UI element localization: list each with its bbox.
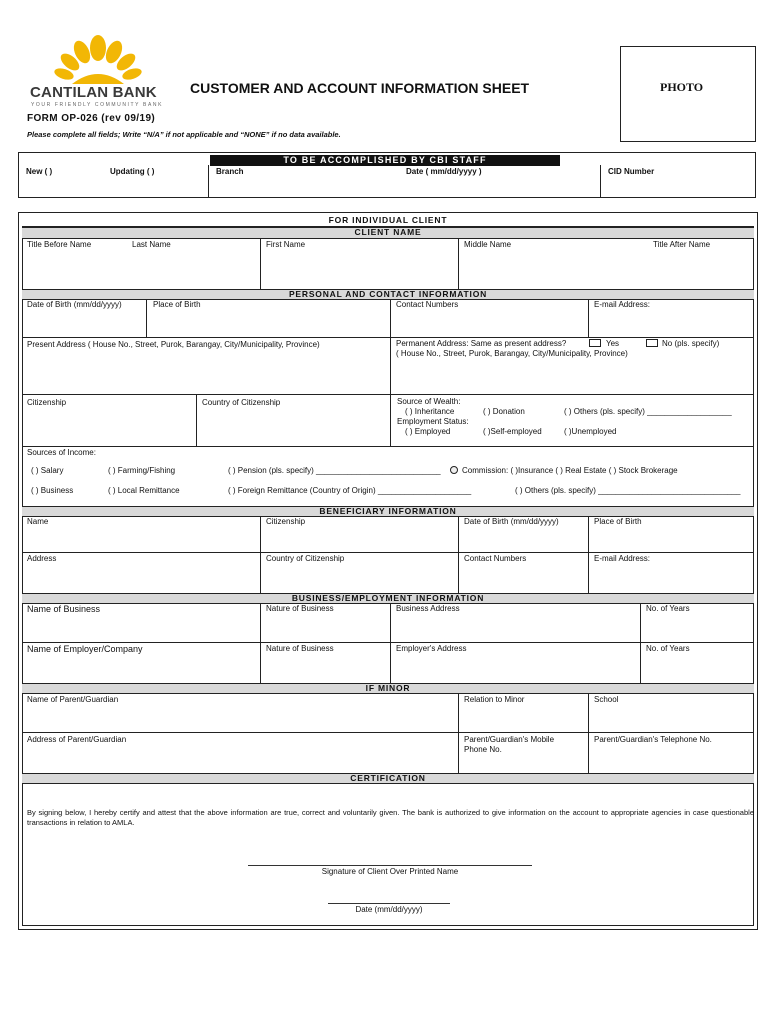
first-name-field[interactable]: First Name — [266, 240, 306, 249]
staff-updating-field[interactable]: Updating ( ) — [110, 167, 155, 176]
email-field[interactable]: E-mail Address: — [594, 300, 651, 309]
income-remittance-option[interactable]: ( ) Local Remittance — [108, 486, 180, 495]
income-farming-option[interactable]: ( ) Farming/Fishing — [108, 466, 176, 475]
income-others-option[interactable]: ( ) Others (pls. specify) ________________________________ — [515, 486, 741, 495]
last-name-field[interactable]: Last Name — [132, 240, 171, 249]
perm-no-label: No (pls. specify) — [662, 339, 720, 348]
form-title: CUSTOMER AND ACCOUNT INFORMATION SHEET — [190, 80, 530, 96]
beneficiary-contact-field[interactable]: Contact Numbers — [464, 554, 527, 563]
middle-name-field[interactable]: Middle Name — [464, 240, 512, 249]
relation-minor-field[interactable]: Relation to Minor — [464, 695, 525, 704]
emp-employed-option[interactable]: ( ) Employed — [405, 427, 451, 436]
form-code: FORM OP-026 (rev 09/19) — [27, 113, 156, 124]
perm-yes-checkbox[interactable] — [589, 339, 601, 347]
name-business-field[interactable]: Name of Business — [27, 604, 101, 614]
minor-section-title: IF MINOR — [22, 683, 754, 694]
parent-address-field[interactable]: Address of Parent/Guardian — [27, 735, 127, 744]
staff-branch-field[interactable]: Branch — [216, 167, 244, 176]
commission-radio[interactable] — [450, 466, 458, 474]
wealth-donation-option[interactable]: ( ) Donation — [483, 407, 525, 416]
parent-name-field[interactable]: Name of Parent/Guardian — [27, 695, 119, 704]
staff-date-field[interactable]: Date ( mm/dd/yyyy ) — [406, 167, 482, 176]
dob-field[interactable]: Date of Birth (mm/dd/yyyy) — [27, 300, 122, 309]
employer-address-field[interactable]: Employer's Address — [396, 644, 467, 653]
certification-section-title: CERTIFICATION — [22, 773, 754, 784]
employment-status-label: Employment Status: — [397, 417, 469, 426]
bank-tagline: YOUR FRIENDLY COMMUNITY BANK — [31, 102, 164, 108]
form-instruction: Please complete all fields; Write “N/A” if not applicable and “NONE” if no data available. — [27, 130, 341, 139]
wealth-others-option[interactable]: ( ) Others (pls. specify) ___________________ — [564, 407, 732, 416]
emp-unemployed-option[interactable]: ( )Unemployed — [564, 427, 617, 436]
staff-section-title: TO BE ACCOMPLISHED BY CBI STAFF — [210, 155, 560, 166]
bank-logo — [28, 34, 168, 114]
certification-text: By signing below, I hereby certify and attest that the above information are true, correct and voluntarily given. The bank is authorized to give information on the account to appropriate agencies in case questionable transactions in relation to AMLA. — [27, 808, 754, 827]
beneficiary-name-field[interactable]: Name — [27, 517, 49, 526]
beneficiary-pob-field[interactable]: Place of Birth — [594, 517, 642, 526]
parent-mobile-field[interactable]: Parent/Guardian's Mobile Phone No. — [464, 735, 555, 754]
sources-income-label: Sources of Income: — [27, 448, 96, 457]
photo-label: PHOTO — [660, 80, 704, 94]
source-wealth-label: Source of Wealth: — [397, 397, 461, 406]
signature-label: Signature of Client Over Printed Name — [321, 867, 459, 876]
date-label: Date (mm/dd/yyyy) — [355, 905, 423, 914]
beneficiary-dob-field[interactable]: Date of Birth (mm/dd/yyyy) — [464, 517, 559, 526]
income-pension-option[interactable]: ( ) Pension (pls. specify) ____________________________ — [228, 466, 441, 475]
personal-section-title: PERSONAL AND CONTACT INFORMATION — [22, 289, 754, 300]
client-name-title: CLIENT NAME — [22, 227, 754, 239]
income-salary-option[interactable]: ( ) Salary — [31, 466, 64, 475]
permanent-address-label: Permanent Address: Same as present address? — [396, 339, 567, 348]
present-address-field[interactable]: Present Address ( House No., Street, Purok, Barangay, City/Municipality, Province) — [27, 340, 320, 349]
bank-name: CANTILAN BANK — [30, 84, 157, 101]
beneficiary-email-field[interactable]: E-mail Address: — [594, 554, 651, 563]
wealth-inheritance-option[interactable]: ( ) Inheritance — [405, 407, 455, 416]
beneficiary-section-title: BENEFICIARY INFORMATION — [22, 506, 754, 517]
name-employer-field[interactable]: Name of Employer/Company — [27, 644, 143, 654]
income-foreign-option[interactable]: ( ) Foreign Remittance (Country of Origin) _____________________ — [228, 486, 472, 495]
income-commission-option[interactable]: Commission: ( )Insurance ( ) Real Estate ( ) Stock Brokerage — [462, 466, 678, 475]
contact-numbers-field[interactable]: Contact Numbers — [396, 300, 459, 309]
emp-self-option[interactable]: ( )Self-employed — [483, 427, 542, 436]
title-after-name-field[interactable]: Title After Name — [653, 240, 711, 249]
citizenship-field[interactable]: Citizenship — [27, 398, 67, 407]
individual-section-title: FOR INDIVIDUAL CLIENT — [22, 216, 754, 227]
staff-cid-field[interactable]: CID Number — [608, 167, 655, 176]
years-field-2[interactable]: No. of Years — [646, 644, 690, 653]
nature-business-field-2[interactable]: Nature of Business — [266, 644, 334, 653]
school-field[interactable]: School — [594, 695, 619, 704]
country-citizenship-field[interactable]: Country of Citizenship — [202, 398, 281, 407]
perm-yes-label: Yes — [606, 339, 620, 348]
pob-field[interactable]: Place of Birth — [153, 300, 201, 309]
beneficiary-citizenship-field[interactable]: Citizenship — [266, 517, 306, 526]
business-section-title: BUSINESS/EMPLOYMENT INFORMATION — [22, 593, 754, 604]
sunburst-logo-icon — [28, 34, 168, 90]
years-field-1[interactable]: No. of Years — [646, 604, 690, 613]
title-before-name-field[interactable]: Title Before Name — [27, 240, 92, 249]
date-line[interactable] — [328, 903, 450, 904]
staff-new-field[interactable]: New ( ) — [26, 167, 53, 176]
perm-no-checkbox[interactable] — [646, 339, 658, 347]
nature-business-field-1[interactable]: Nature of Business — [266, 604, 334, 613]
perm-address-detail[interactable]: ( House No., Street, Purok, Barangay, City/Municipality, Province) — [396, 349, 628, 358]
beneficiary-address-field[interactable]: Address — [27, 554, 57, 563]
income-business-option[interactable]: ( ) Business — [31, 486, 74, 495]
beneficiary-country-field[interactable]: Country of Citizenship — [266, 554, 345, 563]
signature-line[interactable] — [248, 865, 532, 866]
parent-phone-field[interactable]: Parent/Guardian's Telephone No. — [594, 735, 712, 744]
business-address-field[interactable]: Business Address — [396, 604, 460, 613]
